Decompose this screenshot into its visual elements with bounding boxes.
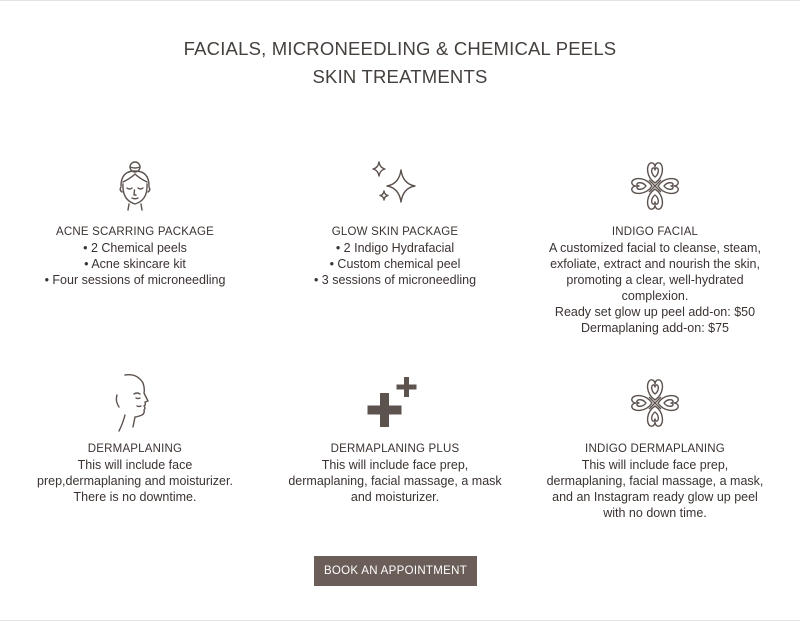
face-profile-icon xyxy=(5,365,265,441)
treatment-detail-line: dermaplaning, facial massage, a mask, xyxy=(546,474,764,488)
treatment-detail-line: • Four sessions of microneedling xyxy=(44,273,226,287)
treatment-detail-line: complexion. xyxy=(621,289,689,303)
treatment-title: INDIGO FACIAL xyxy=(611,226,699,238)
plus-plus-icon xyxy=(265,365,525,441)
bottom-divider xyxy=(0,620,800,621)
page-title: FACIALS, MICRONEEDLING & CHEMICAL PEELS xyxy=(183,38,617,59)
treatment-detail-line: with no down time. xyxy=(603,506,707,520)
treatment-detail-line: This will include face prep, xyxy=(581,458,729,472)
treatment-addon-line: Dermaplaning add-on: $75 xyxy=(580,321,730,335)
treatment-detail-line: exfoliate, extract and nourish the skin, xyxy=(550,257,760,271)
treatment-card-dermaplaning xyxy=(5,365,265,505)
treatment-title: ACNE SCARRING PACKAGE xyxy=(56,226,214,238)
treatment-detail-line: • Custom chemical peel xyxy=(329,257,461,271)
treatment-addon-line: Ready set glow up peel add-on: $50 xyxy=(554,305,756,319)
treatment-detail-line: There is no downtime. xyxy=(73,490,197,504)
treatment-detail-line: prep,dermaplaning and moisturizer. xyxy=(37,474,233,488)
book-appointment-button[interactable]: BOOK AN APPOINTMENT xyxy=(314,556,477,586)
treatment-detail-line: This will include face xyxy=(77,458,193,472)
treatment-card-indigo-facial xyxy=(525,148,785,336)
treatment-detail-line: promoting a clear, well-hydrated xyxy=(566,273,744,287)
treatment-detail-line: • Acne skincare kit xyxy=(84,257,186,271)
treatment-detail-line: dermaplaning, facial massage, a mask xyxy=(288,474,502,488)
treatment-card-indigo-dermaplaning xyxy=(525,365,785,521)
treatment-detail-line: and an Instagram ready glow up peel xyxy=(552,490,758,504)
treatment-card-glow-skin xyxy=(265,148,525,288)
page-subtitle: SKIN TREATMENTS xyxy=(312,66,488,87)
treatment-detail-line: • 3 sessions of microneedling xyxy=(313,273,477,287)
heart-knot-icon xyxy=(525,365,785,441)
treatment-title: DERMAPLANING xyxy=(87,443,183,455)
treatment-detail-line: • 2 Indigo Hydrafacial xyxy=(335,241,455,255)
sparkles-icon xyxy=(265,148,525,224)
face-bun-icon xyxy=(5,148,265,224)
treatment-detail-line: A customized facial to cleanse, steam, xyxy=(549,241,761,255)
treatment-card-dermaplaning-plus xyxy=(265,365,525,505)
treatment-card-acne-scarring xyxy=(5,148,265,288)
heart-knot-icon xyxy=(525,148,785,224)
treatment-detail-line: and moisturizer. xyxy=(350,490,440,504)
top-divider xyxy=(0,0,800,1)
treatment-detail-line: This will include face prep, xyxy=(321,458,469,472)
treatment-title: INDIGO DERMAPLANING xyxy=(585,443,725,455)
treatment-detail-line: • 2 Chemical peels xyxy=(83,241,187,255)
treatment-title: DERMAPLANING PLUS xyxy=(330,443,460,455)
treatment-title: GLOW SKIN PACKAGE xyxy=(331,226,459,238)
